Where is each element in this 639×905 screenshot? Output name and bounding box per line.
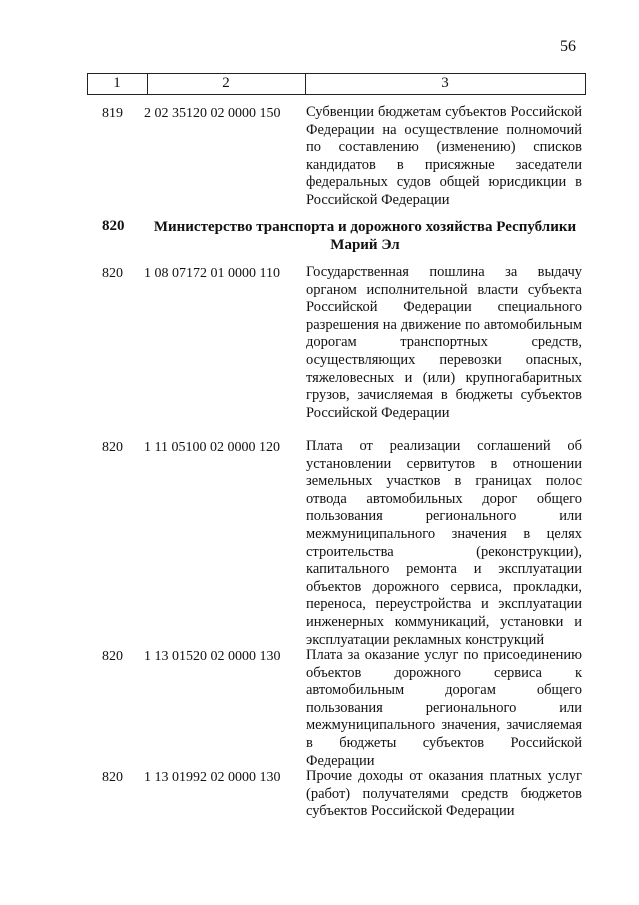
header-col-3: 3: [441, 75, 449, 91]
income-description: Плата от реализации соглашений об установлении сервитутов в отношении земельных участков в границах полос отвода автомобильных дорог общего пользования регионального или межмуниципального значения в целях строительства (реконструкции), капитального ремонта и эксплуатации объектов дорожного сервиса, прокладки, переноса, переустройства и эксплуатации инженерных коммуникаций, установки и эксплуатации рекламных конструкций: [306, 438, 582, 648]
income-description: Прочие доходы от оказания платных услуг (работ) получателями средств бюджетов субъектов Российской Федерации: [306, 768, 582, 820]
admin-code: 820: [102, 440, 123, 455]
header-divider: [585, 73, 586, 95]
income-description: Государственная пошлина за выдачу органом исполнительной власти субъекта Российской Федерации специального разрешения на движение по автомобильным дорогам транспортных средств, осуществляющих перевозки опасных, тяжеловесных и (или) крупногабаритных грузов, зачисляемая в бюджеты субъектов Российской Федерации: [306, 264, 582, 421]
header-bottom-border: [87, 94, 586, 95]
budget-code: 1 11 05100 02 0000 120: [144, 440, 280, 455]
table-header: [87, 73, 586, 97]
budget-code: 2 02 35120 02 0000 150: [144, 106, 281, 121]
income-description: Субвенции бюджетам субъектов Российской Федерации на осуществление полномочий по составлению (изменению) списков кандидатов в присяжные заседатели федеральных судов общей юрисдикции в Российской Федерации: [306, 104, 582, 208]
income-description: Плата за оказание услуг по присоединению объектов дорожного сервиса к автомобильным дорогам общего пользования регионального или межмуниципального значения, зачисляемая в бюджеты субъектов Российской Федерации: [306, 647, 582, 769]
budget-code: 1 13 01992 02 0000 130: [144, 770, 281, 785]
admin-code: 820: [102, 266, 123, 281]
header-top-border: [87, 73, 586, 74]
admin-code: 820: [102, 770, 123, 785]
admin-code: 819: [102, 106, 123, 121]
ministry-code: 820: [102, 218, 125, 234]
budget-code: 1 08 07172 01 0000 110: [144, 266, 280, 281]
admin-code: 820: [102, 649, 123, 664]
header-col-2: 2: [222, 75, 230, 91]
budget-code: 1 13 01520 02 0000 130: [144, 649, 281, 664]
page-number: 56: [560, 38, 576, 55]
header-col-1: 1: [113, 75, 121, 91]
ministry-name: Министерство транспорта и дорожного хозяйства Республики Марий Эл: [153, 219, 577, 253]
